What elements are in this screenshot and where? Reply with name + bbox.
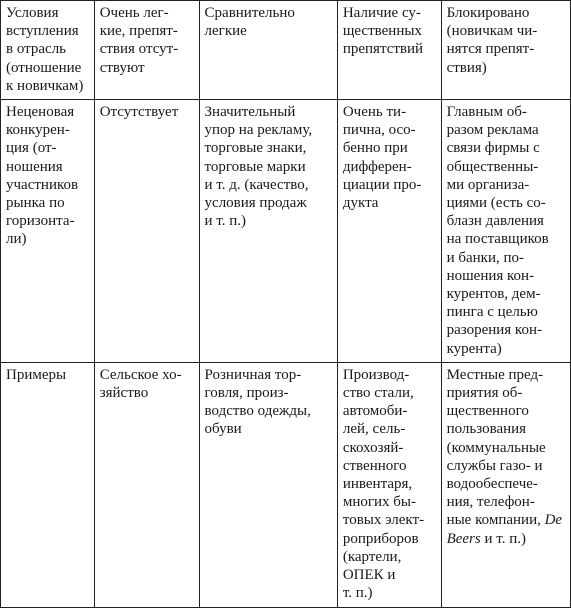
table-row — [1, 1, 571, 100]
table-cell-entry-conditions-label: Условия вступления в отрасль (отношение к новичкам) — [1, 1, 95, 100]
table-cell-nonprice-competition-label: Неценовая конкурен- ция (от- ношения участников рынка по горизонта- ли) — [1, 100, 95, 363]
table-cell: Значительный упор на рекламу, торговые знаки, торговые марки и т. д. (качество, условия продаж и т. п.) — [199, 100, 337, 363]
cell-text: Местные пред- приятия об- щественного пользования (коммунальные службы газо- и водообеспече- ния, телефон- ные компании, — [446, 366, 546, 529]
table-cell-utilities-examples — [441, 362, 570, 607]
table-cell: Розничная тор- говля, произ- водство одежды, обуви — [199, 362, 337, 607]
table-cell: Производ- ство стали, автомоби- лей, сель- скохозяй- ственного инвентаря, многих бы- товых элект- роприборов (картели, ОПЕК и т. п.) — [337, 362, 441, 607]
table-cell: Сельское хо- зяйство — [94, 362, 199, 607]
table-cell: Отсутствует — [94, 100, 199, 363]
table-cell: Очень лег- кие, препят- ствия отсут- ствуют — [94, 1, 199, 100]
table-row — [1, 100, 571, 363]
table-cell: Наличие су- щественных препятствий — [337, 1, 441, 100]
table-row — [1, 362, 571, 607]
cell-text-tail: и т. п.) — [480, 530, 526, 547]
table-cell: Блокировано (новичкам чи- нятся препят- ствия) — [441, 1, 570, 100]
table-cell: Сравнительно легкие — [199, 1, 337, 100]
company-name-italic: De Beers — [446, 512, 563, 547]
table-cell: Главным об- разом реклама связи фирмы с общественны- ми организа- циями (есть со- блазн давления на поставщиков и банки, по- ношения кон- курентов, дем- пинга с целью разорения кон- курента) — [441, 100, 570, 363]
table-cell: Очень ти- пична, осо- бенно при дифферен- циации про- дукта — [337, 100, 441, 363]
table-cell-examples-label: Примеры — [1, 362, 95, 607]
